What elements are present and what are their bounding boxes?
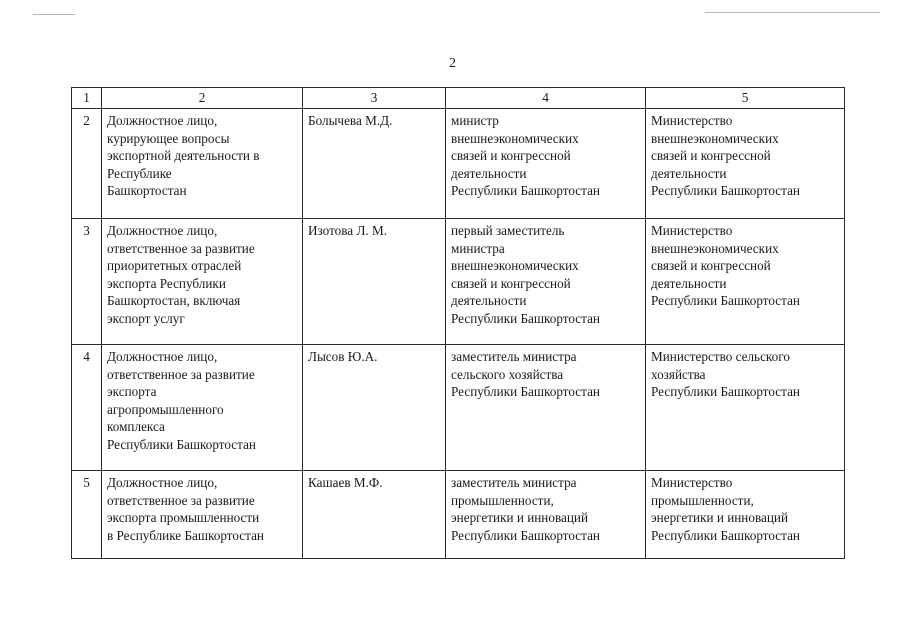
position-cell: первый заместитель министра внешнеэкономических связей и конгрессной деятельности Республики Башкортостан bbox=[446, 219, 646, 345]
table-row bbox=[72, 219, 845, 345]
row-number: 3 bbox=[72, 219, 102, 345]
name-cell: Болычева М.Д. bbox=[303, 109, 446, 219]
row-number: 2 bbox=[72, 109, 102, 219]
role-cell: Должностное лицо, ответственное за развитие экспорта агропромышленного комплекса Республики Башкортостан bbox=[102, 345, 303, 471]
organization-cell: Министерство промышленности, энергетики и инноваций Республики Башкортостан bbox=[646, 471, 845, 559]
header-cell: 3 bbox=[303, 88, 446, 109]
scan-artifact-top-right bbox=[705, 12, 880, 13]
name-cell: Лысов Ю.А. bbox=[303, 345, 446, 471]
header-cell: 4 bbox=[446, 88, 646, 109]
role-cell: Должностное лицо, ответственное за развитие экспорта промышленности в Республике Башкортостан bbox=[102, 471, 303, 559]
table-row bbox=[72, 471, 845, 559]
table-row bbox=[72, 345, 845, 471]
header-cell: 5 bbox=[646, 88, 845, 109]
row-number: 5 bbox=[72, 471, 102, 559]
table-row bbox=[72, 109, 845, 219]
name-cell: Изотова Л. М. bbox=[303, 219, 446, 345]
organization-cell: Министерство внешнеэкономических связей и конгрессной деятельности Республики Башкортостан bbox=[646, 219, 845, 345]
page-number: 2 bbox=[449, 56, 456, 71]
name-cell: Кашаев М.Ф. bbox=[303, 471, 446, 559]
table-header-row bbox=[72, 88, 845, 109]
header-cell: 1 bbox=[72, 88, 102, 109]
position-cell: заместитель министра промышленности, энергетики и инноваций Республики Башкортостан bbox=[446, 471, 646, 559]
row-number: 4 bbox=[72, 345, 102, 471]
officials-table bbox=[71, 87, 845, 559]
header-cell: 2 bbox=[102, 88, 303, 109]
position-cell: министр внешнеэкономических связей и конгрессной деятельности Республики Башкортостан bbox=[446, 109, 646, 219]
organization-cell: Министерство внешнеэкономических связей и конгрессной деятельности Республики Башкортостан bbox=[646, 109, 845, 219]
scan-artifact-top-left bbox=[33, 14, 75, 15]
position-cell: заместитель министра сельского хозяйства Республики Башкортостан bbox=[446, 345, 646, 471]
organization-cell: Министерство сельского хозяйства Республики Башкортостан bbox=[646, 345, 845, 471]
role-cell: Должностное лицо, ответственное за развитие приоритетных отраслей экспорта Республики Башкортостан, включая экспорт услуг bbox=[102, 219, 303, 345]
role-cell: Должностное лицо, курирующее вопросы экспортной деятельности в Республике Башкортостан bbox=[102, 109, 303, 219]
